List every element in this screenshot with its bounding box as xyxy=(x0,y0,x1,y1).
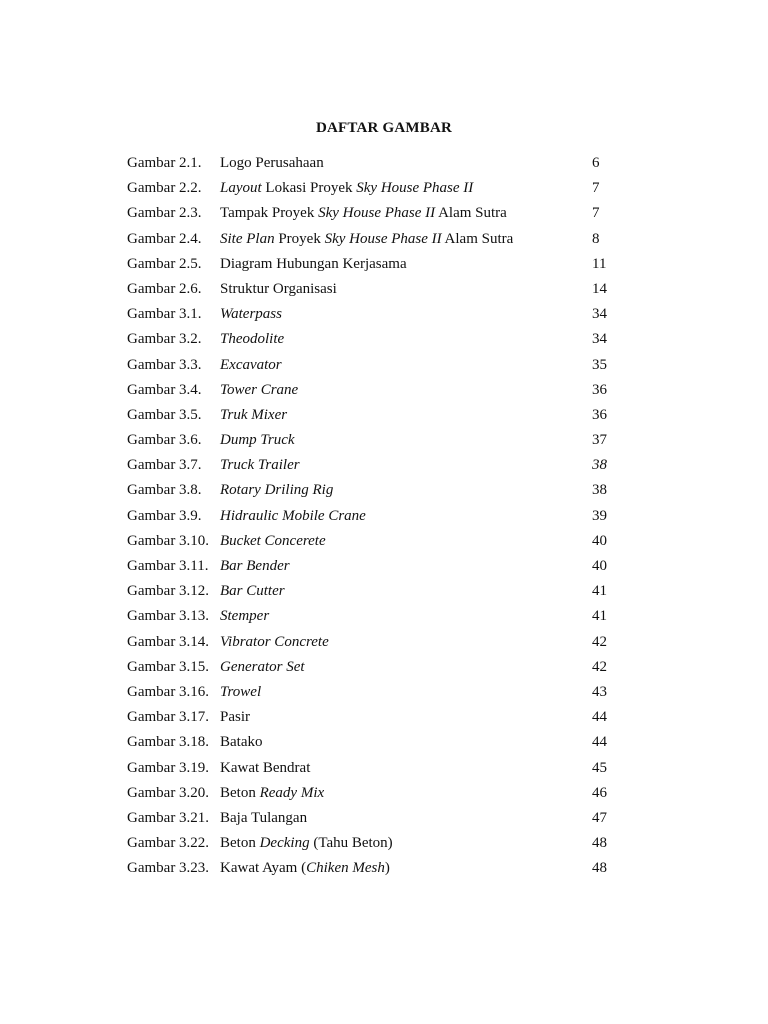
caption-segment: Site Plan xyxy=(220,230,275,247)
caption-segment: Ready Mix xyxy=(259,784,325,801)
figure-caption xyxy=(220,507,366,526)
page-number-text: 11 xyxy=(592,255,607,272)
caption-segment: (Tahu Beton) xyxy=(309,835,393,852)
figure-number: Gambar 2.6. xyxy=(127,280,202,297)
figure-caption xyxy=(220,154,324,173)
caption-segment: Alam Sutra xyxy=(435,205,507,222)
figure-entry xyxy=(127,708,627,733)
figure-number: Gambar 3.15. xyxy=(127,658,210,675)
figure-caption xyxy=(220,305,282,324)
figure-entry xyxy=(127,204,627,229)
figure-caption xyxy=(220,255,407,274)
figure-entry xyxy=(127,381,627,406)
figure-caption xyxy=(220,708,250,727)
caption-segment: Tampak Proyek xyxy=(220,205,319,222)
page-number xyxy=(592,733,607,752)
page-number xyxy=(592,582,607,601)
page-number-text: 48 xyxy=(592,835,607,852)
page-number-text: 7 xyxy=(592,180,600,197)
caption-segment: Dump Truck xyxy=(220,432,295,449)
figure-entry xyxy=(127,154,627,179)
caption-segment: Bucket Concerete xyxy=(220,532,326,549)
page-number xyxy=(592,481,607,500)
figure-caption xyxy=(220,658,305,677)
page-number-text: 34 xyxy=(592,306,607,323)
figure-number: Gambar 3.14. xyxy=(127,633,210,650)
figure-caption xyxy=(220,356,282,375)
page-number-text: 42 xyxy=(592,658,607,675)
caption-segment: Decking xyxy=(259,835,310,852)
page-number-text: 6 xyxy=(592,155,600,171)
figure-caption xyxy=(220,330,284,349)
caption-segment: Struktur Organisasi xyxy=(220,280,337,297)
figure-entry xyxy=(127,809,627,834)
page-number xyxy=(592,759,607,778)
figure-caption xyxy=(220,733,263,752)
figure-number: Gambar 3.5. xyxy=(127,406,202,423)
page-number xyxy=(592,658,607,677)
figure-number: Gambar 3.1. xyxy=(127,306,202,323)
page-number-text: 14 xyxy=(592,280,607,297)
figure-caption xyxy=(220,809,307,828)
page-number-text: 34 xyxy=(592,331,607,348)
figure-number: Gambar 2.1. xyxy=(127,155,202,171)
figure-number: Gambar 3.10. xyxy=(127,532,210,549)
figure-entry xyxy=(127,557,627,582)
caption-segment: ) xyxy=(384,860,390,877)
page-number-text: 41 xyxy=(592,608,607,625)
page-number xyxy=(592,809,607,828)
page-number-text: 39 xyxy=(592,507,607,524)
figure-entry xyxy=(127,305,627,330)
page-number xyxy=(592,154,600,173)
figure-number: Gambar 3.21. xyxy=(127,809,210,826)
page-number-text: 41 xyxy=(592,583,607,600)
page-number xyxy=(592,305,607,324)
figure-number: Gambar 2.2. xyxy=(127,180,202,197)
figure-number: Gambar 3.18. xyxy=(127,734,210,751)
figure-entry xyxy=(127,481,627,506)
figure-list xyxy=(127,154,627,884)
figure-caption xyxy=(220,204,507,223)
page-number xyxy=(592,406,607,425)
caption-segment: Baja Tulangan xyxy=(220,809,308,826)
figure-caption xyxy=(220,759,310,778)
figure-entry xyxy=(127,230,627,255)
caption-segment: Sky House Phase II xyxy=(356,180,474,197)
page-number xyxy=(592,255,606,274)
caption-segment: Waterpass xyxy=(220,306,282,323)
page-number-text: 37 xyxy=(592,432,607,449)
page-number xyxy=(592,784,607,803)
figure-number: Gambar 2.3. xyxy=(127,205,202,222)
caption-segment: Generator Set xyxy=(220,658,305,675)
figure-entry xyxy=(127,784,627,809)
figure-caption xyxy=(220,381,298,400)
figure-entry xyxy=(127,658,627,683)
figure-caption xyxy=(220,683,261,702)
caption-segment: Stemper xyxy=(220,608,270,625)
page-number-text: 38 xyxy=(592,457,607,474)
page-number xyxy=(592,507,607,526)
figure-caption xyxy=(220,607,269,626)
figure-number: Gambar 2.5. xyxy=(127,255,202,272)
figure-caption xyxy=(220,582,285,601)
page-number xyxy=(592,683,607,702)
caption-segment: Diagram Hubungan Kerjasama xyxy=(220,255,407,272)
page-number-text: 38 xyxy=(592,482,607,499)
caption-segment: Excavator xyxy=(220,356,282,373)
page-number xyxy=(592,456,607,475)
page-number xyxy=(592,230,600,249)
page-number-text: 42 xyxy=(592,633,607,650)
figure-number: Gambar 3.13. xyxy=(127,608,210,625)
caption-segment: Truk Mixer xyxy=(220,406,288,423)
page-number xyxy=(592,633,607,652)
figure-entry xyxy=(127,834,627,859)
figure-entry xyxy=(127,406,627,431)
caption-segment: Vibrator Concrete xyxy=(220,633,329,650)
page-number-text: 8 xyxy=(592,230,600,247)
page-number xyxy=(592,834,607,853)
figure-entry xyxy=(127,633,627,658)
caption-segment: Rotary Driling Rig xyxy=(220,482,334,499)
page-number-text: 45 xyxy=(592,759,607,776)
caption-segment: Pasir xyxy=(220,709,250,726)
figure-number: Gambar 3.2. xyxy=(127,331,202,348)
caption-segment: Lokasi Proyek xyxy=(261,180,357,197)
figure-number: Gambar 3.23. xyxy=(127,860,210,877)
caption-segment: Chiken Mesh xyxy=(306,860,385,877)
page-number-text: 44 xyxy=(592,734,607,751)
figure-caption xyxy=(220,431,295,450)
page-number xyxy=(592,532,607,551)
figure-entry xyxy=(127,179,627,204)
figure-entry xyxy=(127,255,627,280)
figure-entry xyxy=(127,456,627,481)
figure-entry xyxy=(127,356,627,381)
figure-number: Gambar 3.7. xyxy=(127,457,202,474)
page-number xyxy=(592,859,607,878)
figure-entry xyxy=(127,859,627,884)
figure-entry xyxy=(127,582,627,607)
page-number-text: 36 xyxy=(592,406,607,423)
page-number xyxy=(592,557,607,576)
caption-segment: Logo Perusahaan xyxy=(220,155,324,171)
figure-caption xyxy=(220,456,300,475)
figure-number: Gambar 3.17. xyxy=(127,709,210,726)
caption-segment: Sky House Phase II xyxy=(324,230,442,247)
page-title: DAFTAR GAMBAR xyxy=(315,120,453,136)
caption-segment: Batako xyxy=(220,734,263,751)
figure-entry xyxy=(127,532,627,557)
figure-caption xyxy=(220,179,473,198)
figure-caption xyxy=(220,557,290,576)
figure-number: Gambar 3.19. xyxy=(127,759,210,776)
figure-number: Gambar 3.8. xyxy=(127,482,202,499)
page-number xyxy=(592,356,607,375)
figure-caption xyxy=(220,406,287,425)
page-number-text: 36 xyxy=(592,381,607,398)
caption-segment: Layout xyxy=(220,180,262,197)
figure-entry xyxy=(127,280,627,305)
page-number xyxy=(592,381,607,400)
page-number-text: 40 xyxy=(592,558,607,574)
figure-caption xyxy=(220,633,329,652)
caption-segment: Beton xyxy=(220,784,260,801)
figure-number: Gambar 3.22. xyxy=(127,835,210,852)
figure-number: Gambar 2.4. xyxy=(127,230,202,247)
caption-segment: Kawat Bendrat xyxy=(220,759,311,776)
figure-number: Gambar 3.3. xyxy=(127,356,202,373)
page-number xyxy=(592,708,607,727)
figure-number: Gambar 3.4. xyxy=(127,381,202,398)
page-number-text: 48 xyxy=(592,860,607,877)
page-number-text: 7 xyxy=(592,205,600,222)
figure-entry xyxy=(127,431,627,456)
figure-entry xyxy=(127,607,627,632)
figure-caption xyxy=(220,784,324,803)
caption-segment: Theodolite xyxy=(220,331,285,348)
figure-entry xyxy=(127,507,627,532)
page-number xyxy=(592,431,607,450)
page-number-text: 47 xyxy=(592,809,607,826)
caption-segment: Bar Bender xyxy=(220,558,290,574)
figure-number: Gambar 3.12. xyxy=(127,583,210,600)
caption-segment: Truck Trailer xyxy=(220,457,300,474)
figure-caption xyxy=(220,532,326,551)
figure-number: Gambar 3.16. xyxy=(127,683,210,700)
figure-number: Gambar 3.11. xyxy=(127,558,209,574)
page-number xyxy=(592,179,600,198)
page-number-text: 44 xyxy=(592,709,607,726)
caption-segment: Trowel xyxy=(220,683,262,700)
caption-segment: Alam Sutra xyxy=(441,230,514,247)
page-number xyxy=(592,607,607,626)
page-number-text: 35 xyxy=(592,356,607,373)
figure-caption xyxy=(220,280,337,299)
figure-entry xyxy=(127,733,627,758)
figure-entry xyxy=(127,330,627,355)
page-number-text: 46 xyxy=(592,784,607,801)
caption-segment: Tower Crane xyxy=(220,381,299,398)
figure-number: Gambar 3.20. xyxy=(127,784,210,801)
page-number xyxy=(592,204,600,223)
page-number-text: 40 xyxy=(592,532,607,549)
page-number-text: 43 xyxy=(592,683,607,700)
figure-entry xyxy=(127,759,627,784)
caption-segment: Kawat Ayam ( xyxy=(220,860,307,877)
caption-segment: Proyek xyxy=(274,230,325,247)
figure-caption xyxy=(220,859,390,878)
figure-number: Gambar 3.6. xyxy=(127,432,202,449)
caption-segment: Hidraulic Mobile Crane xyxy=(220,507,366,524)
page-number xyxy=(592,280,607,299)
caption-segment: Bar Cutter xyxy=(220,583,285,600)
figure-caption xyxy=(220,481,333,500)
caption-segment: Beton xyxy=(220,835,260,852)
caption-segment: Sky House Phase II xyxy=(318,205,436,222)
figure-number: Gambar 3.9. xyxy=(127,507,202,524)
page-number xyxy=(592,330,607,349)
figure-entry xyxy=(127,683,627,708)
figure-caption xyxy=(220,834,393,853)
figure-caption xyxy=(220,230,513,249)
